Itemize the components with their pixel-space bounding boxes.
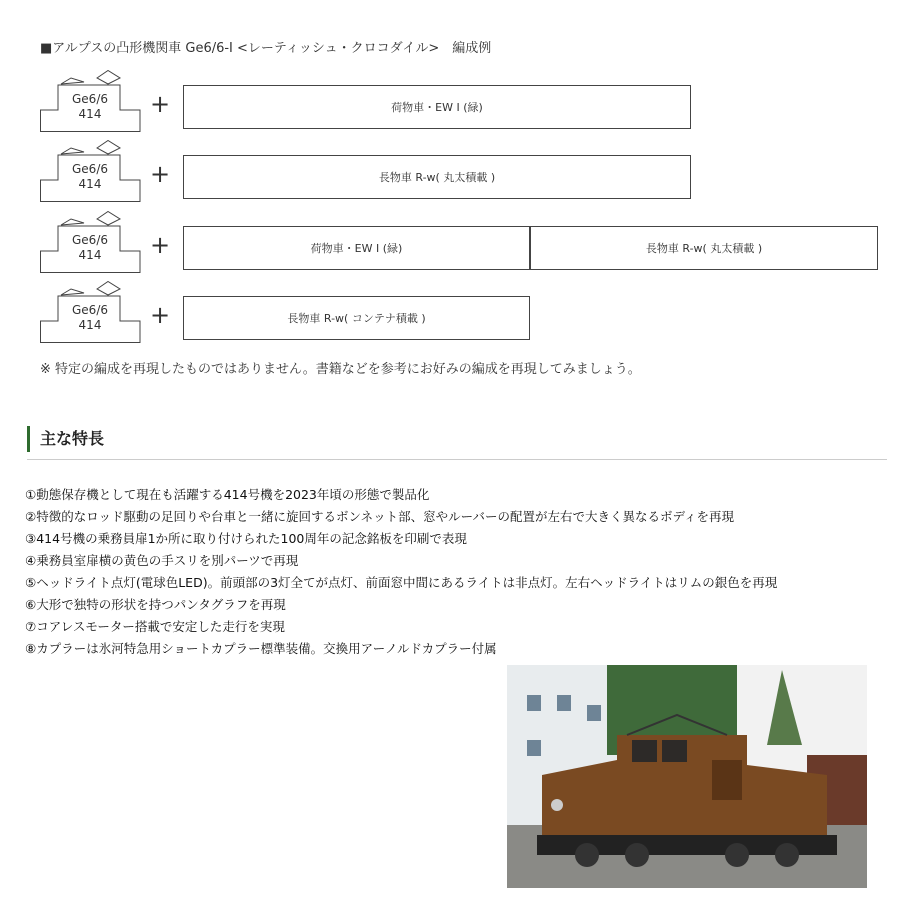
- locomotive-number: 414: [78, 248, 102, 262]
- feature-item: ⑤ヘッドライト点灯(電球色LED)。前頭部の3灯全てが点灯、前面窓中間にあるライトは非点灯。左右ヘッドライトはリムの銀色を再現: [25, 575, 778, 590]
- car-box: 荷物車・EW I (緑): [183, 85, 691, 129]
- plus-sign: +: [150, 90, 171, 118]
- formation-title: ■アルプスの凸形機関車 Ge6/6-I <レーティッシュ・クロコダイル> 編成例: [40, 41, 492, 56]
- plus-sign: +: [150, 231, 171, 259]
- locomotive-model: Ge6/6: [72, 92, 108, 106]
- car-box: 長物車 R-w( 丸太積載 ): [183, 155, 691, 199]
- feature-item: ④乗務員室扉横の黄色の手スリを別パーツで再現: [25, 553, 299, 568]
- locomotive-number: 414: [78, 107, 102, 121]
- locomotive-model: Ge6/6: [72, 233, 108, 247]
- locomotive-diagram: [40, 140, 142, 202]
- formation-note: ※ 特定の編成を再現したものではありません。書籍などを参考にお好みの編成を再現してみましょう。: [40, 362, 641, 377]
- locomotive-diagram: [40, 281, 142, 343]
- car-box: 長物車 R-w( コンテナ積載 ): [183, 296, 530, 340]
- locomotive-model: Ge6/6: [72, 303, 108, 317]
- features-list: [25, 484, 777, 660]
- locomotive-diagram: [40, 70, 142, 132]
- feature-item: ⑧カプラーは氷河特急用ショートカプラー標準装備。交換用アーノルドカプラー付属: [25, 641, 497, 656]
- feature-item: ⑦コアレスモーター搭載で安定した走行を実現: [25, 619, 285, 634]
- plus-sign: +: [150, 160, 171, 188]
- car-box: 荷物車・EW I (緑): [183, 226, 530, 270]
- locomotive-photo: [507, 665, 867, 888]
- locomotive-model: Ge6/6: [72, 162, 108, 176]
- feature-item: ②特徴的なロッド駆動の足回りや台車と一緒に旋回するボンネット部、窓やルーバーの配置が左右で大きく異なるボディを再現: [25, 509, 734, 524]
- car-box: 長物車 R-w( 丸太積載 ): [530, 226, 878, 270]
- feature-item: ③414号機の乗務員扉1か所に取り付けられた100周年の記念銘板を印刷で表現: [25, 531, 467, 546]
- locomotive-number: 414: [78, 177, 102, 191]
- features-heading: 主な特長: [27, 426, 104, 452]
- plus-sign: +: [150, 301, 171, 329]
- feature-item: ⑥大形で独特の形状を持つパンタグラフを再現: [25, 597, 286, 612]
- locomotive-diagram: [40, 211, 142, 273]
- feature-item: ①動態保存機として現在も活躍する414号機を2023年頃の形態で製品化: [25, 487, 430, 502]
- locomotive-number: 414: [78, 318, 102, 332]
- divider: [27, 459, 887, 460]
